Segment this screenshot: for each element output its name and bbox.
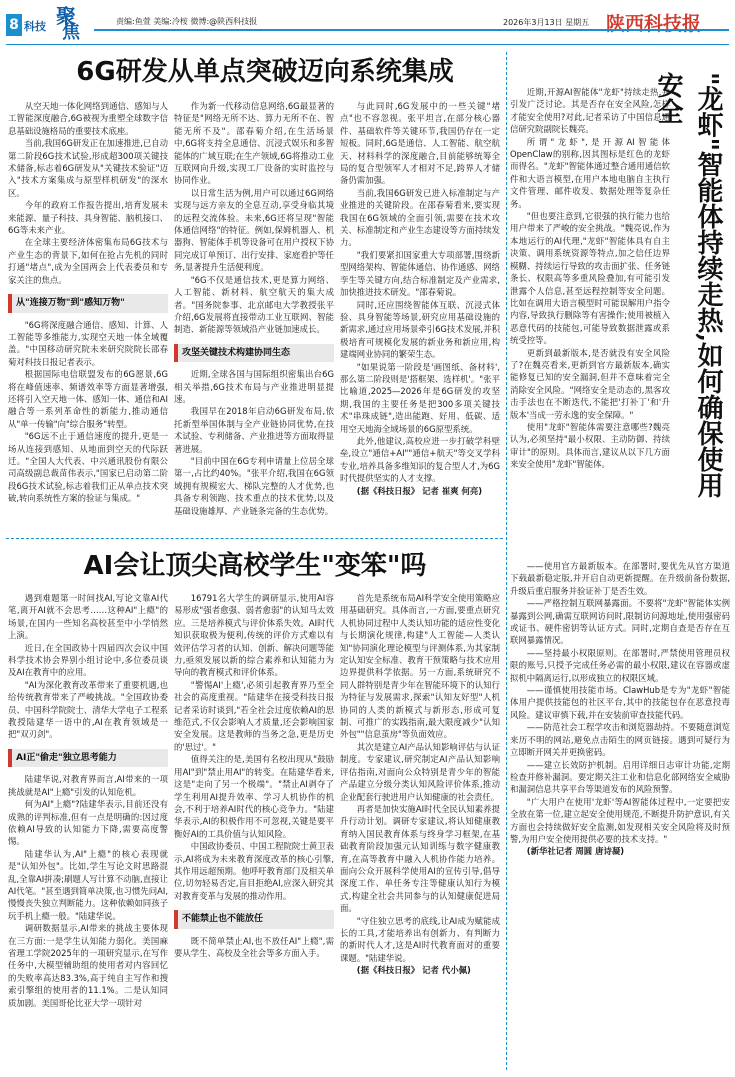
article3-byline: (新华社记者 周圆 唐诗凝) bbox=[526, 846, 625, 857]
article2-col3 bbox=[340, 592, 500, 1070]
paragraph: 首先是系统布局AI科学安全使用策略应用基础研究。具体而言,一方面,要重点研究人机协同过程中人类认知功能的适应性变化与长期演化规律,构建"人工智能—人类认知"协同演化理论模型与评测体系,为其家制定认知安全标准、教育干预策略与技术应用边界提供科学依据。另一方面,系统研究不同人群特别是青少年在智能环境下的认知行为特征与发展需求,探索"认知友好型"人机协同的人类的新模式与新形态,形成可复制、可推广的实践指南,最大限度减少"认知外包""信息茧房"等负面效应。 bbox=[340, 593, 500, 740]
byline-source: (据《科技日报》 bbox=[356, 485, 420, 496]
page-header bbox=[0, 0, 735, 46]
article2-col2 bbox=[174, 592, 334, 1070]
paragraph: "但也要注意到,它很强的执行能力也给用户带来了严峻的安全挑战。"魏亮说,作为本地运行的AI代理,"龙虾"智能体具有自主决策、调用系统资源等特点,加之信任边界模糊、持续运行导致的攻击面扩张、任务链条长、权限高等多重风险叠加,有可能引发泄露个人信息,甚至远程控制等安全问题。比如在调用大语言模型时可能误解用户指令内容,导致执行删除等有害操作;使用被植入恶意代码的技能包,可能导致数据泄露或系统受控等。 bbox=[510, 211, 670, 346]
paragraph: 何为AI"上瘾"?陆建华表示,目前还没有成熟的评判标准,但有一点是明确的:因过度依赖AI导致的认知能力下降,需要高度警惕。 bbox=[8, 799, 168, 847]
paragraph: "AI为深化教育改革带来了重要机遇,也给传统教育带来了严峻挑战。"全国政协委员、中国科学院院士、清华大学电子工程系教授陆建华一语中的,AI在教育领域是一把"双刃剑"。 bbox=[8, 679, 168, 740]
article3-col-bottom bbox=[510, 560, 730, 1070]
column-divider-vertical bbox=[506, 52, 507, 1070]
article-divider bbox=[6, 538, 503, 539]
paragraph: ——使用官方最新版本。在部署时,要优先从官方渠道下载最新稳定版,并开启自动更新提醒。在升级前备份数据,升级后重启服务并验证补丁是否生效。 bbox=[510, 561, 730, 596]
paragraph: 调研数据显示,AI带来的挑战主要体现在三方面:一是学生认知能力弱化。美国麻省理工学院2025年的一项研究显示,在写作任务中,大模型辅助组的使用者对内容回忆的失败率高达83.3%,高于纯自主写作和搜索引擎组的使用者的11.1%。二是认知同质加剧。美国哥伦比亚大学一项针对 bbox=[8, 923, 168, 1008]
byline-reporter: 记者 代小佩) bbox=[422, 965, 471, 976]
page-number: 8 bbox=[6, 14, 22, 36]
article2-subhead2: 不能禁止也不能放任 bbox=[174, 910, 334, 928]
paragraph: 16791名大学生的调研显示,使用AI容易形成"强者愈强、弱者愈弱"的认知马太效应。三是培养模式与评价体系失效。AI时代知识获取极为便利,传统的评价方式难以有效评估学习者的认知、创新、解决问题等能力,亟须发展以新的综合素养和认知能力为导向的教育模式和评价体系。 bbox=[174, 593, 334, 678]
article3-title: "龙虾"智能体持续走热,如何确保使用安全 bbox=[653, 72, 723, 499]
paragraph: 陆建华说,对教育界而言,AI带来的一项挑战就是AI"上瘾"引发的认知危机。 bbox=[8, 774, 168, 797]
paragraph: 遇到难题第一时间找AI,写论文靠AI代笔,离开AI就不会思考……这种AI"上瘾"的场景,在国内一些知名高校甚至中小学悄然上演。 bbox=[8, 593, 168, 641]
editor-credits: 责编:鱼萱 美编:冷桉 微博:@陕西科技报 bbox=[116, 17, 258, 26]
article1-col3 bbox=[340, 100, 500, 536]
paragraph: "6G远不止于通信速度的提升,更是一场从连接到感知、从地面到空天的代际跃迁。"全国人大代表、中兴通讯股份有限公司高级副总裁苗伟表示,"国家已启动第二阶段6G技术试验,标志着我们正从单点技术突破,转向系统性方案的验证与集成。" bbox=[8, 431, 168, 504]
paragraph: 同时,还应围绕智能体互联、沉浸式体验、具身智能等场景,研究应用基础设施的新需求,通过应用场景牵引6G技术发展,并积极培育可规模化发展的新业务和新应用,构建端网业协同的繁荣生态。 bbox=[340, 299, 500, 360]
paragraph: 近日,在全国政协十四届四次会议中国科学技术协会界别小组讨论中,多位委员谈及AI在教育中的应用。 bbox=[8, 642, 168, 678]
paragraph: "我们要紧扣国家重大专项部署,围绕新型网络架构、智能体通信、协作通感、网络孪生等关键方向,结合标准制定及产业需求,加快推进技术研发。"邵春菊说。 bbox=[340, 249, 500, 298]
article3-col-top bbox=[510, 86, 670, 556]
byline-reporter: 记者 崔爽 何亮) bbox=[422, 485, 483, 496]
paragraph: 其次是建立AI产品认知影响评估与认证制度。专家建议,研究制定AI产品认知影响评估指南,对面向公众特别是青少年的智能产品建立分级分类认知风险评价体系,推动企业配套行驶进用户认知健康的社会责任。 bbox=[340, 741, 500, 802]
header-rule bbox=[94, 29, 729, 31]
paragraph: "警惕AI'上瘾',必须引起教育界乃至全社会的高度重视。"陆建华在接受科技日报记者采访时谈到,"若全社会过度依赖AI的思维范式,不仅会影响人才质量,还会影响国家安全发展。这是教师的当务之急,更是历史的'思过'。" bbox=[174, 679, 334, 752]
paragraph: 陆建华认为,AI"上瘾"的核心表现就是"认知外包"。比如,学生写论文时思路混乱,全靠AI拼凑;刷题人写计算不动脑,直接让AI代笔。"甚至遇到简单决策,也习惯先问AI,慢慢丧失独立判断能力。这种依赖如同孩子玩手机上瘾一般。"陆建华说。 bbox=[8, 848, 168, 921]
article2-col1 bbox=[8, 592, 168, 1070]
paragraph: ——坚持最小权限原则。在部署时,严禁使用管理员权限的账号,只授予完成任务必需的最小权限,建议在容器或虚拟机中隔离运行,以形成独立的权限区域。 bbox=[510, 647, 730, 683]
paragraph: 从空天地一体化网络到通信、感知与人工智能深度融合,6G被视为重塑全球数字信息基础设施格局的重要技术底座。 bbox=[8, 101, 168, 136]
paragraph: "目前中国在6G专利申请量上位居全球第一,占比约40%。"张平介绍,我国在6G领域拥有规模宏大、梯队完整的人才优势,也具备专利领跑、技术重点的技术优势,以及基础设施雄厚、产业链条完备的生态优势。 bbox=[174, 455, 334, 516]
article2-subhead1: AI正"偷走"独立思考能力 bbox=[8, 749, 168, 767]
paragraph: 以日常生活为例,用户可以通过6G网络实现与远方亲友的全息互动,享受身临其境的远程交流体验。未来,6G还将呈现"智能体通信网络"的特征。例如,保姆机器人、机器狗、智能体手机等设备可在用户授权下协同完成订单预订、出行安排、家庭看护等任务,显著提升生活便利度。 bbox=[174, 187, 334, 273]
masthead-logo: 陕西科技报 bbox=[606, 13, 702, 35]
section-title-jiao2: 焦 bbox=[62, 22, 80, 43]
paragraph: "守住独立思考的底线,让AI成为赋能成长的工具,才能培养出有创新力、有判断力的新时代人才,这是AI时代教育面对的重要课题。"陆建华说。 bbox=[340, 915, 500, 963]
article2-byline bbox=[340, 964, 500, 976]
paragraph: 所谓"龙虾",是开源AI智能体OpenClaw的别称,因其图标是红色的龙虾而得名。"龙虾"智能体通过整合通用通信软件和大语言模型,在用户本地电脑自主执行文件管理、邮件收发、数据处理等复杂任务。 bbox=[510, 136, 670, 209]
paragraph: "6G将深度融合通信、感知、计算、人工智能等多维能力,实现空天地一体全域覆盖。"中国移动研究院未来研究院院长邵春菊对科技日报记者表示。 bbox=[8, 319, 168, 367]
section-title-jiao: 聚 bbox=[56, 4, 76, 28]
article1-col2 bbox=[174, 100, 334, 536]
paragraph: 再者是加快实施AI时代全民认知素养提升行动计划。调研专家建议,将认知健康教育纳入国民教育体系与终身学习框架,在基础教育阶段加强元认知训练与数字健康教育,在高等教育中融入人机协作能力培养。面向公众开展科学使用AI的宣传引导,倡导深度工作、单任务专注等健康认知行为模式,构建全社会共同参与的认知健康促进局面。 bbox=[340, 803, 500, 914]
paragraph: "6G不仅是通信技术,更是算力网络、人工智能、新材料、航空航天的集大成者。"国务院参事、北京邮电大学教授张平介绍,6G发展将直接带动工业互联网、智能制造、新能源等领域沿产业链加速成长。 bbox=[174, 274, 334, 335]
paragraph: 当前,我国6G研发正在加速推进,已自动第二阶段6G技术试验,形成超300项关键技术储备,标志着6G研发从"关键技术验证"迈入"技术方案集成与原型样机研发"的深水区。 bbox=[8, 138, 168, 198]
paragraph: 作为新一代移动信息网络,6G最显著的特征是"网络无所不达、算力无所不在、智能无所不及"。邵春菊介绍,在生活场景中,6G将支持全息通信、沉浸式娱乐和多智能体的广域互联;在生产领域,6G将推动工业互联网向升级,实现工厂设备的实时监控与协同作业。 bbox=[174, 101, 334, 186]
paragraph: 此外,他建议,高校应进一步打破学科壁垒,设立"通信+AI""通信+航天"等交叉学科专业,培养具备多维知识的复合型人才,为6G时代提供坚实的人才支撑。 bbox=[340, 435, 500, 484]
issue-date: 2026年3月13日 星期五 bbox=[503, 18, 590, 27]
article1-subhead1: 从"连接万物"到"感知万物" bbox=[8, 294, 168, 312]
paragraph: ——谨慎使用技能市场。ClawHub是专为"龙虾"智能体用户提供技能包的社区平台,其中的技能包存在恶意投毒风险。建议审慎下载,并在安装前审查技能代码。 bbox=[510, 685, 730, 720]
header-rule-bottom bbox=[6, 44, 729, 45]
paragraph: 值得关注的是,美国有名校出现从"鼓励用AI"到"禁止用AI"的转变。在陆建华看来,这是"走向了另一个极端"。"禁止AI剥夺了学生利用AI提升效率、学习人机协作的机会,不利于培养AI时代的核心竞争力。"陆建华表示,AI的积极作用不可忽视,关键是要平衡好AI的工具价值与认知风险。 bbox=[174, 754, 334, 839]
paragraph: ——建立长效防护机制。启用详细日志审计功能,定期检查并修补漏洞。要定期关注工业和信息化部网络安全威胁和漏洞信息共享平台等渠道发布的风险预警。 bbox=[510, 759, 730, 795]
paragraph: 今年的政府工作报告提出,培育发展未来能源、量子科技、具身智能、脑机接口、6G等未来产业。 bbox=[8, 200, 168, 236]
article1-subhead2: 攻坚关键技术构建协同生态 bbox=[174, 344, 334, 362]
paragraph: 近期,开源AI智能体"龙虾"持续走热,并引发广泛讨论。其是否存在安全风险,怎样才能安全使用?对此,记者采访了中国信息通信研究院副院长魏亮。 bbox=[510, 87, 670, 135]
paragraph: 与此同时,6G发展中的一些关键"堵点"也不容忽视。张平坦言,在部分核心器件、基础软件等关键环节,我国仍存在一定短板。同时,6G是通信、人工智能、航空航天、材料科学的深度融合,目前能够统筹全局的复合型领军人才相对不足,跨界人才储备仍需加强。 bbox=[340, 101, 500, 186]
paragraph: 更新到最新版本,是否就没有安全风险了?在魏亮看来,更新到官方最新版本,确实能修复已知的安全漏洞,但并不意味着完全消除安全风险。"网络安全是动态的,黑客攻击手法也在不断迭代,不能把'打补丁'和'升版本'当成一劳永逸的安全保障。" bbox=[510, 347, 670, 420]
paragraph: 使用"龙虾"智能体需要注意哪些?魏亮认为,必须坚持"最小权限、主动防御、持续审计"的原则。具体而言,建议从以下几方面来安全使用"龙虾"智能体。 bbox=[510, 421, 670, 470]
paragraph: 近期,全球各国与国际组织密集出台6G相关举措,6G技术布局与产业推进明显提速。 bbox=[174, 369, 334, 404]
paragraph: 根据国际电信联盟发布的6G愿景,6G将在峰值速率、频谱效率等方面显著增强,还将引入空天地一体、感知一体、通信和AI融合等一系列革命性的新能力,推动通信从"单一传输"向"综合服务"转型。 bbox=[8, 369, 168, 429]
article2-title: AI会让顶尖高校学生"变笨"吗 bbox=[83, 551, 427, 581]
paragraph: "如果说第一阶段是'画图纸、备材料',那么第二阶段则是'搭框架、选样机'。"张平比喻道,2025—2026年是6G研发的攻坚期,我国的主要任务是把300多项关键技术"串珠成链",造出能跑、好用、低碳、适用空天地海全域场景的6G原型系统。 bbox=[340, 361, 500, 434]
paragraph: ——防范社会工程学攻击和浏览器劫持。不要随意浏览来历不明的网站,避免点击陌生的网页链接。遇到可疑行为立即断开网关并更换密码。 bbox=[510, 722, 730, 758]
paragraph: 当前,我国6G研发已进入标准制定与产业推进的关键阶段。在邵春菊看来,要实现我国在6G领域的全面引领,需要在技术攻关、标准制定和产业生态建设等方面持续发力。 bbox=[340, 187, 500, 248]
paragraph: 中国政协委员、中国工程院院士黄卫表示,AI将成为未来教育深度改革的核心引擎,其作用远超预期。他呼吁教育部门及相关单位,切勿轻易否定,盲目拒绝AI,应深入研究其对教育变革与发展的推动作用。 bbox=[174, 841, 334, 901]
article1-byline bbox=[340, 485, 500, 497]
paragraph: 在全球主要经济体密集布局6G技术与产业生态的背景下,如何在抢占先机的同时打通"堵点",成为全国两会上代表委员和专家关注的焦点。 bbox=[8, 237, 168, 285]
paragraph: 我国早在2018年启动6G研发布局,依托新型举国体制与全产业链协同优势,在技术试验、专利储备、产业推进等方面取得显著进展。 bbox=[174, 406, 334, 454]
byline-source: (据《科技日报》 bbox=[356, 965, 420, 976]
article1-col1 bbox=[8, 100, 168, 536]
article1-title: 6G研发从单点突破迈向系统集成 bbox=[76, 57, 454, 87]
paragraph: "广大用户在使用'龙虾'等AI智能体过程中,一定要把安全放在第一位,建立起安全使用规范,不断提升防护意识,有关方面也会持续做好安全监测,如发现相关安全风险将及时预警,为用户安全使用提供必要的技术支持。" bbox=[510, 796, 730, 844]
paragraph: ——严格控制互联网暴露面。不要将"龙虾"智能体实例暴露到公网,确需互联网访问时,限制访问源地址,使用强密码或证书、硬件密钥等认证方式。同时,定期自查是否存在互联网暴露情况。 bbox=[510, 598, 730, 646]
paragraph: 既不简单禁止AI,也不放任AI"上瘾",需要从学生、高校及全社会等多方面入手。 bbox=[174, 935, 334, 958]
section-label: 科技 bbox=[24, 20, 46, 33]
